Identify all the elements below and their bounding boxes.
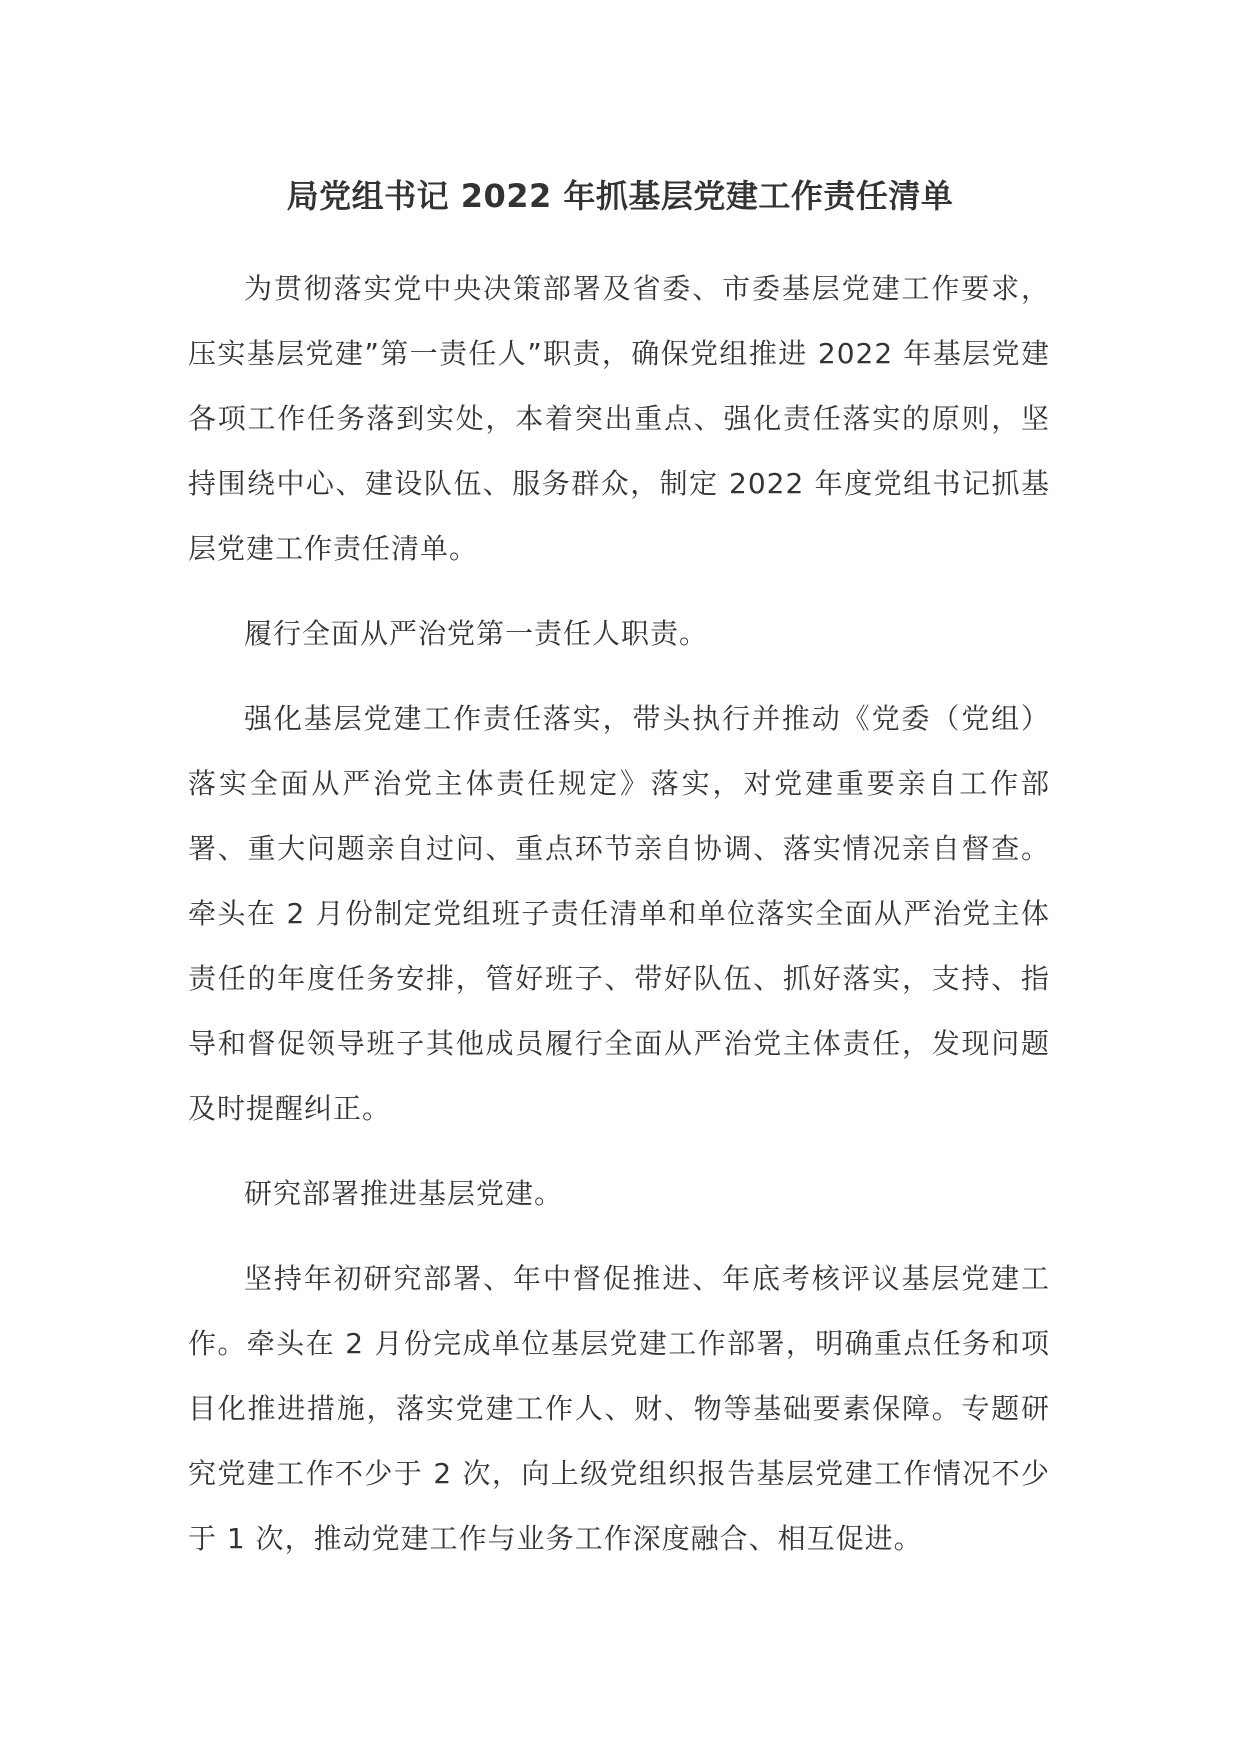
document-title: 局党组书记 2022 年抓基层党建工作责任清单 [286,177,954,215]
document-body [188,256,1050,1591]
paragraph-responsibility-details: 强化基层党建工作责任落实，带头执行并推动《党委（党组）落实全面从严治党主体责任规定》落实，对党建重要亲自工作部署、重大问题亲自过问、重点环节亲自协调、落实情况亲自督查。牵头在 2 月份制定党组班子责任清单和单位落实全面从严治党主体责任的年度任务安排，管好班子、带好队伍、抓好落实，支持、指导和督促领导班子其他成员履行全面从严治党主体责任，发现问题及时提醒纠正。 [188,702,1050,1125]
paragraph-intro: 为贯彻落实党中央决策部署及省委、市委基层党建工作要求，压实基层党建”第一责任人”职责，确保党组推进 2022 年基层党建各项工作任务落到实处，本着突出重点、强化责任落实的原则，坚持围绕中心、建设队伍、服务群众，制定 2022 年度党组书记抓基层党建工作责任清单。 [188,272,1050,565]
paragraph-heading-research-deploy: 研究部署推进基层党建。 [244,1177,564,1210]
paragraph-heading-first-responsibility: 履行全面从严治党第一责任人职责。 [244,617,709,650]
paragraph-research-details: 坚持年初研究部署、年中督促推进、年底考核评议基层党建工作。牵头在 2 月份完成单位基层党建工作部署，明确重点任务和项目化推进措施，落实党建工作人、财、物等基础要素保障。专题研究党建工作不少于 2 次，向上级党组织报告基层党建工作情况不少于 1 次，推动党建工作与业务工作深度融合、相互促进。 [188,1262,1050,1555]
